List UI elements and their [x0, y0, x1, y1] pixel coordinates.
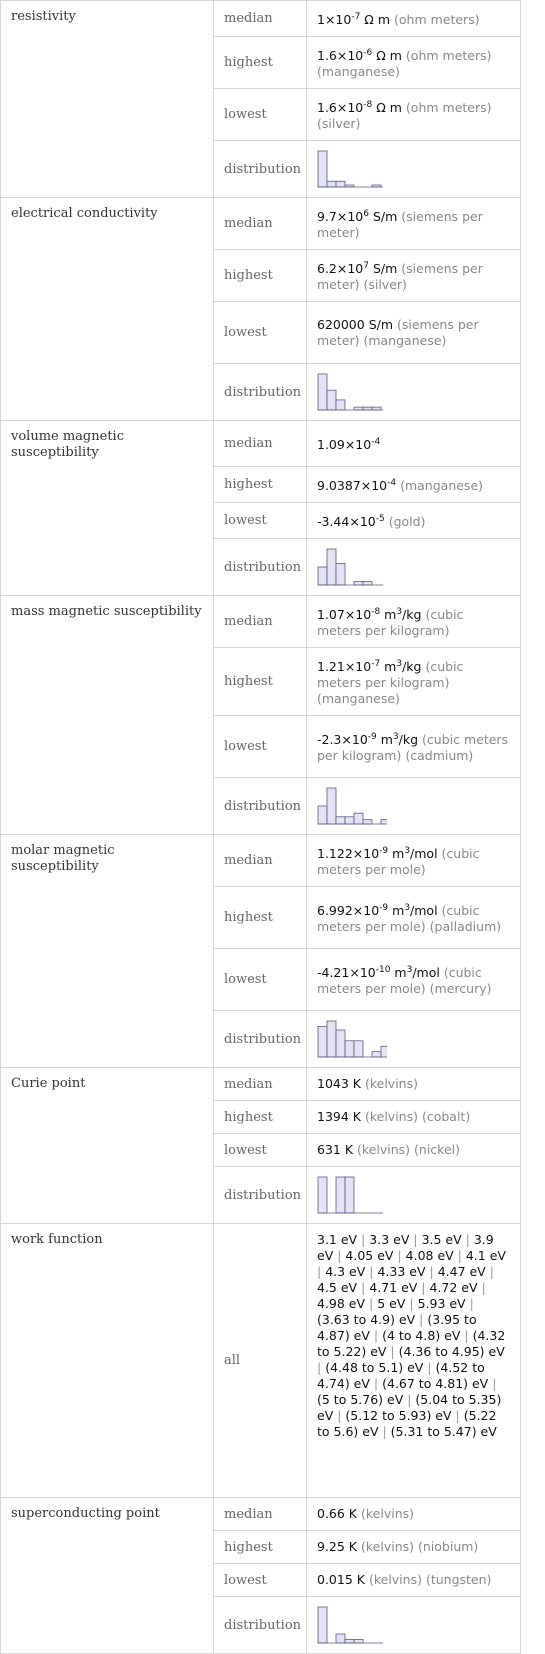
- stat-label: lowest: [214, 716, 307, 778]
- list-item: 4.72 eV: [429, 1280, 478, 1295]
- stat-label: lowest: [214, 302, 307, 364]
- distribution-histogram: [317, 1175, 387, 1215]
- list-item: (4.52 to 4.74) eV: [317, 1360, 485, 1391]
- value-text: 0.015 K: [317, 1572, 365, 1587]
- unit-text: (ohm meters): [405, 100, 492, 115]
- stat-label: lowest: [214, 949, 307, 1011]
- table-row: [1, 596, 521, 648]
- unit-text: (cubic meters per kilogram): [317, 607, 464, 638]
- unit-text: (cubic meters per kilogram): [317, 659, 464, 690]
- unit-text: (kelvins): [361, 1506, 415, 1521]
- note-text: (gold): [388, 514, 426, 529]
- histogram-bar: [336, 1030, 345, 1057]
- unit-text: (siemens per meter): [317, 316, 479, 348]
- histogram-bar: [381, 1046, 387, 1057]
- stat-value: [307, 141, 521, 198]
- distribution-histogram: [317, 1019, 387, 1059]
- property-name-volume-magnetic-susceptibility: volume magnetic susceptibility: [1, 421, 214, 596]
- histogram-bar: [327, 549, 336, 585]
- stat-label: distribution: [214, 778, 307, 835]
- stat-label: lowest: [214, 1564, 307, 1597]
- stat-label: median: [214, 1, 307, 37]
- histogram-bar: [381, 820, 387, 824]
- histogram-bar: [354, 407, 363, 410]
- histogram-bar: [318, 1026, 327, 1057]
- stat-value: [307, 364, 521, 421]
- unit-text: (siemens per meter): [317, 261, 483, 292]
- stat-label: all: [214, 1224, 307, 1498]
- unit-text: (ohm meters): [394, 12, 480, 27]
- histogram-bar: [345, 1177, 354, 1213]
- histogram-bar: [327, 390, 336, 410]
- table-body: [1, 1, 521, 1654]
- list-item: (5.12 to 5.93) eV: [345, 1408, 452, 1423]
- histogram-bar: [336, 181, 345, 187]
- histogram-bar: [318, 567, 327, 585]
- stat-value: [307, 250, 521, 302]
- histogram-bar: [318, 1607, 327, 1643]
- property-name-superconducting-point: superconducting point: [1, 1498, 214, 1654]
- unit-text: (kelvins): [368, 1572, 422, 1587]
- list-item: 3.9 eV: [317, 1232, 494, 1263]
- unit-text: (cubic meters per kilogram): [317, 732, 509, 763]
- list-item: 4.5 eV: [317, 1280, 358, 1295]
- stat-label: highest: [214, 887, 307, 949]
- stat-value: [307, 1597, 521, 1654]
- list-item: 4.98 eV: [317, 1296, 366, 1311]
- stat-label: lowest: [214, 89, 307, 141]
- value-text: $-2.3\times 10^{-9}$ $m^3/kg$: [317, 732, 419, 747]
- stat-value: [307, 1101, 521, 1134]
- histogram-bar: [318, 151, 327, 187]
- histogram-bar: [354, 1041, 363, 1057]
- stat-value: [307, 198, 521, 250]
- list-item: (4.32 to 5.22) eV: [317, 1328, 506, 1359]
- list-item: (5.04 to 5.35) eV: [317, 1392, 502, 1423]
- value-text: $1.09\times 10^{-4}$: [317, 437, 381, 452]
- stat-label: highest: [214, 250, 307, 302]
- list-item: 4.33 eV: [377, 1264, 426, 1279]
- note-text: (manganese): [400, 478, 484, 493]
- stat-label: median: [214, 1068, 307, 1101]
- unit-text: (kelvins): [364, 1076, 418, 1091]
- list-item: 4.3 eV: [325, 1264, 366, 1279]
- table-row: [1, 1, 521, 37]
- stat-label: distribution: [214, 141, 307, 198]
- note-text: (silver): [317, 116, 361, 131]
- note-text: (manganese): [317, 691, 400, 706]
- histogram-bar: [327, 181, 336, 187]
- unit-text: (cubic meters per mole): [317, 846, 480, 877]
- property-name-resistivity: resistivity: [1, 1, 214, 198]
- value-text: 1043 K: [317, 1076, 361, 1091]
- list-item: (4.36 to 4.95) eV: [398, 1344, 505, 1359]
- distribution-histogram: [317, 547, 387, 587]
- note-text: (silver): [363, 277, 407, 292]
- distribution-histogram: [317, 786, 387, 826]
- value-text: $-4.21\times 10^{-10}$ $m^3$/mol: [317, 965, 440, 980]
- unit-text: (cubic meters per mole): [317, 965, 482, 996]
- value-text: $1.07\times 10^{-8}$ $m^3/kg$: [317, 607, 422, 622]
- histogram-bar: [327, 1021, 336, 1057]
- stat-value: [307, 302, 521, 364]
- stat-value: [307, 716, 521, 778]
- list-item: 4.08 eV: [405, 1248, 454, 1263]
- stat-value: [307, 467, 521, 503]
- stat-label: highest: [214, 37, 307, 89]
- value-text: $1.21\times 10^{-7}$ $m^3/kg$: [317, 659, 422, 674]
- table-row: [1, 198, 521, 250]
- value-text: $-3.44\times 10^{-5}$: [317, 514, 385, 529]
- note-text: (manganese): [363, 332, 447, 348]
- value-text: $1.122\times 10^{-9}$ $m^3$/mol: [317, 846, 438, 861]
- list-item: 4.47 eV: [437, 1264, 486, 1279]
- list-item: (5.22 to 5.6) eV: [317, 1408, 497, 1439]
- value-text: 0.66 K: [317, 1506, 358, 1521]
- histogram-bar: [327, 788, 336, 824]
- stat-label: distribution: [214, 1597, 307, 1654]
- distribution-histogram: [317, 1605, 387, 1645]
- stat-value: [307, 1498, 521, 1531]
- stat-value: [307, 1531, 521, 1564]
- value-text: 620000 S/m: [317, 316, 394, 332]
- histogram-bar: [363, 820, 372, 824]
- note-text: (cobalt): [421, 1109, 471, 1124]
- property-name-work-function: work function: [1, 1224, 214, 1498]
- histogram-bar: [354, 581, 363, 585]
- note-text: (tungsten): [425, 1572, 492, 1587]
- value-text: $1.6\times 10^{-6}$ Ω m: [317, 48, 402, 63]
- stat-value: [307, 648, 521, 716]
- stat-label: median: [214, 1498, 307, 1531]
- table-row: [1, 421, 521, 467]
- stat-label: lowest: [214, 1134, 307, 1167]
- list-item: 3.1 eV: [317, 1232, 358, 1247]
- histogram-bar: [318, 806, 327, 824]
- unit-text: (kelvins): [361, 1539, 415, 1554]
- stat-label: median: [214, 198, 307, 250]
- stat-label: lowest: [214, 503, 307, 539]
- unit-text: (ohm meters): [405, 48, 492, 63]
- note-text: (cadmium): [405, 748, 474, 763]
- stat-value: [307, 1068, 521, 1101]
- stat-value: [307, 1, 521, 37]
- value-text: $9.0387\times 10^{-4}$: [317, 478, 397, 493]
- note-text: (manganese): [317, 64, 400, 79]
- distribution-histogram: [317, 149, 387, 189]
- unit-text: (kelvins): [357, 1142, 411, 1157]
- note-text: (niobium): [418, 1539, 479, 1554]
- property-name-curie-point: Curie point: [1, 1068, 214, 1224]
- stat-label: highest: [214, 1531, 307, 1564]
- value-text: $6.992\times 10^{-9}$ $m^3$/mol: [317, 903, 438, 918]
- unit-text: (siemens per meter): [317, 209, 483, 240]
- histogram-bar: [318, 374, 327, 410]
- property-name-electrical-conductivity: electrical conductivity: [1, 198, 214, 421]
- list-item: (4.48 to 5.1) eV: [325, 1360, 424, 1375]
- note-text: (mercury): [429, 981, 492, 996]
- list-item: (4 to 4.8) eV: [382, 1328, 461, 1343]
- table-row: [1, 835, 521, 887]
- stat-value: [307, 37, 521, 89]
- histogram-bar: [336, 563, 345, 585]
- value-text: $9.7\times 10^6$ S/m: [317, 209, 398, 224]
- histogram-bar: [336, 817, 345, 824]
- histogram-bar: [345, 817, 354, 824]
- table-row: [1, 1498, 521, 1531]
- stat-label: median: [214, 835, 307, 887]
- stat-label: highest: [214, 467, 307, 503]
- stat-value: [307, 949, 521, 1011]
- value-text: $1.6\times 10^{-8}$ Ω m: [317, 100, 402, 115]
- property-name-molar-magnetic-susceptibility: molar magnetic susceptibility: [1, 835, 214, 1068]
- stat-value: [307, 778, 521, 835]
- histogram-bar: [354, 813, 363, 824]
- value-text: $6.2\times 10^7$ S/m: [317, 261, 398, 276]
- list-item: (3.95 to 4.87) eV: [317, 1312, 477, 1343]
- stat-value: [307, 887, 521, 949]
- stat-value: [307, 1011, 521, 1068]
- stat-value: [307, 503, 521, 539]
- stat-value: [307, 1564, 521, 1597]
- stat-label: distribution: [214, 539, 307, 596]
- histogram-bar: [336, 400, 345, 410]
- list-item: (4.67 to 4.81) eV: [382, 1376, 489, 1391]
- stat-value: [307, 421, 521, 467]
- list-item: (5 to 5.76) eV: [317, 1392, 404, 1407]
- list-item: 4.1 eV: [465, 1248, 506, 1263]
- distribution-histogram: [317, 372, 387, 412]
- table-row: [1, 1068, 521, 1101]
- stat-value: [307, 89, 521, 141]
- unit-text: (kelvins): [364, 1109, 418, 1124]
- stat-label: distribution: [214, 364, 307, 421]
- stat-label: distribution: [214, 1011, 307, 1068]
- unit-text: (cubic meters per mole): [317, 903, 480, 934]
- histogram-bar: [363, 407, 372, 410]
- stat-value: [307, 596, 521, 648]
- note-text: (palladium): [429, 919, 502, 934]
- list-item: 5 eV: [377, 1296, 406, 1311]
- list-item: 4.05 eV: [345, 1248, 394, 1263]
- stat-value: [307, 539, 521, 596]
- table-row: [1, 1224, 521, 1498]
- list-item: 4.71 eV: [369, 1280, 418, 1295]
- histogram-bar: [318, 1177, 327, 1213]
- stat-label: median: [214, 421, 307, 467]
- note-text: (nickel): [414, 1142, 460, 1157]
- value-text: 631 K: [317, 1142, 354, 1157]
- stat-label: highest: [214, 648, 307, 716]
- histogram-bar: [372, 407, 381, 410]
- stat-label: highest: [214, 1101, 307, 1134]
- property-name-mass-magnetic-susceptibility: mass magnetic susceptibility: [1, 596, 214, 835]
- stat-value: [307, 1134, 521, 1167]
- stat-label: median: [214, 596, 307, 648]
- stat-label: distribution: [214, 1167, 307, 1224]
- stat-value: 3.1 eV | 3.3 eV | 3.5 eV | 3.9 eV | 4.05 eV | 4.08 eV | 4.1 eV | 4.3 eV | 4.33 eV | 4.47 eV | 4.5 eV | 4.71 eV | 4.72 eV | 4.98 eV | 5 eV | 5.93 eV | (3.63 to 4.9) eV | (3.95 to 4.87) eV | (4 to 4.8) eV | (4.32 to 5.22) eV | (4.36 to 4.95) eV | (4.48 to 5.1) eV | (4.52 to 4.74) eV | (4.67 to 4.81) eV | (5 to 5.76) eV | (5.04 to 5.35) eV | (5.12 to 5.93) eV | (5.22 to 5.6) eV | (5.31 to 5.47) eV: [307, 1224, 521, 1498]
- value-text: 1394 K: [317, 1109, 361, 1124]
- value-text: 9.25 K: [317, 1539, 358, 1554]
- list-item: 3.5 eV: [421, 1232, 462, 1247]
- list-item: 3.3 eV: [369, 1232, 410, 1247]
- list-item: 5.93 eV: [417, 1296, 466, 1311]
- histogram-bar: [336, 1177, 345, 1213]
- stat-value: [307, 835, 521, 887]
- value-text: $1\times 10^{-7}$ Ω m: [317, 12, 391, 27]
- stat-value: [307, 1167, 521, 1224]
- histogram-bar: [336, 1634, 345, 1643]
- histogram-bar: [345, 1041, 354, 1057]
- histogram-bar: [363, 581, 372, 585]
- list-item: (5.31 to 5.47) eV: [390, 1424, 497, 1439]
- list-item: (3.63 to 4.9) eV: [317, 1312, 416, 1327]
- histogram-bar: [372, 1052, 381, 1057]
